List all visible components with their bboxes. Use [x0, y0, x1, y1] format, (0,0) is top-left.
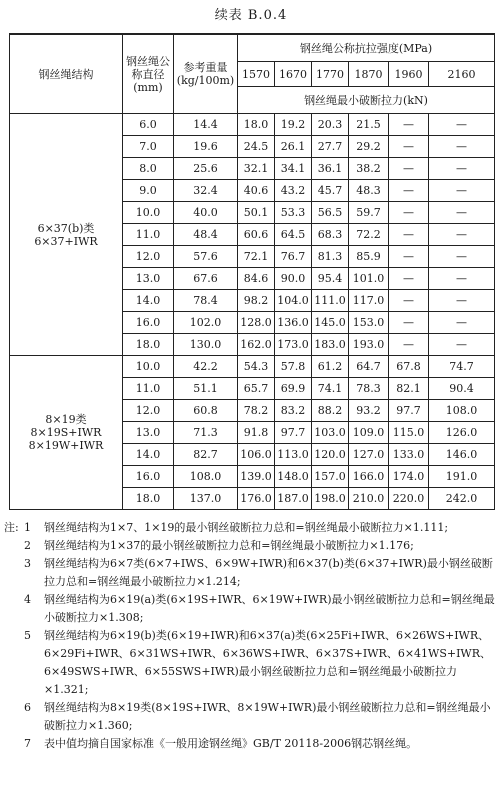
force-cell: 85.9	[349, 246, 389, 268]
force-cell: 26.1	[275, 136, 312, 158]
diameter-cell: 18.0	[123, 488, 174, 510]
diameter-cell: 10.0	[123, 356, 174, 378]
force-cell: —	[389, 246, 429, 268]
header-grade: 1770	[312, 62, 349, 87]
force-cell: 74.1	[312, 378, 349, 400]
force-cell: 183.0	[312, 334, 349, 356]
note-text: 钢丝绳结构为8×19类(8×19S+IWR、8×19W+IWR)最小钢丝破断拉力总和=钢丝绳最小破断拉力×1.360;	[44, 701, 491, 732]
force-cell: —	[429, 312, 495, 334]
diameter-cell: 14.0	[123, 444, 174, 466]
force-cell: 173.0	[275, 334, 312, 356]
note-item	[4, 555, 498, 591]
force-cell: 157.0	[312, 466, 349, 488]
weight-cell: 78.4	[174, 290, 238, 312]
force-cell: —	[389, 224, 429, 246]
force-cell: 104.0	[275, 290, 312, 312]
force-cell: 91.8	[238, 422, 275, 444]
force-cell: —	[429, 290, 495, 312]
diameter-cell: 7.0	[123, 136, 174, 158]
diameter-cell: 8.0	[123, 158, 174, 180]
force-cell: 133.0	[389, 444, 429, 466]
force-cell: 153.0	[349, 312, 389, 334]
force-cell: 145.0	[312, 312, 349, 334]
force-cell: 90.0	[275, 268, 312, 290]
force-cell: 19.2	[275, 114, 312, 136]
force-cell: 78.3	[349, 378, 389, 400]
force-cell: —	[429, 158, 495, 180]
force-cell: 83.2	[275, 400, 312, 422]
force-cell: 43.2	[275, 180, 312, 202]
note-label	[4, 537, 24, 555]
force-cell: 162.0	[238, 334, 275, 356]
force-cell: 187.0	[275, 488, 312, 510]
header-weight: 参考重量(kg/100m)	[174, 34, 238, 114]
diameter-cell: 11.0	[123, 378, 174, 400]
diameter-cell: 14.0	[123, 290, 174, 312]
diameter-cell: 13.0	[123, 422, 174, 444]
weight-cell: 14.4	[174, 114, 238, 136]
weight-cell: 19.6	[174, 136, 238, 158]
force-cell: 113.0	[275, 444, 312, 466]
force-cell: 40.6	[238, 180, 275, 202]
structure-line: 6×37+IWR	[34, 234, 98, 248]
header-force: 钢丝绳最小破断拉力(kN)	[238, 87, 495, 114]
force-cell: 95.4	[312, 268, 349, 290]
force-cell: 24.5	[238, 136, 275, 158]
note-item	[4, 735, 498, 753]
force-cell: 64.5	[275, 224, 312, 246]
note-label	[4, 591, 24, 627]
force-cell: —	[389, 290, 429, 312]
force-cell: 48.3	[349, 180, 389, 202]
force-cell: 76.7	[275, 246, 312, 268]
header-structure: 钢丝绳结构	[10, 34, 123, 114]
force-cell: 69.9	[275, 378, 312, 400]
weight-cell: 130.0	[174, 334, 238, 356]
weight-cell: 102.0	[174, 312, 238, 334]
note-text: 表中值均摘自国家标准《一般用途钢丝绳》GB/T 20118-2006钢芯钢丝绳。	[44, 737, 418, 750]
force-cell: 101.0	[349, 268, 389, 290]
force-cell: 126.0	[429, 422, 495, 444]
weight-cell: 82.7	[174, 444, 238, 466]
note-item	[4, 591, 498, 627]
force-cell: —	[429, 268, 495, 290]
diameter-cell: 6.0	[123, 114, 174, 136]
note-text: 钢丝绳结构为6×19(a)类(6×19S+IWR、6×19W+IWR)最小钢丝破断拉力总和=钢丝绳最小破断拉力×1.308;	[44, 593, 495, 624]
force-cell: 191.0	[429, 466, 495, 488]
force-cell: 78.2	[238, 400, 275, 422]
force-cell: 27.7	[312, 136, 349, 158]
structure-line: 8×19S+IWR	[30, 426, 102, 439]
force-cell: 38.2	[349, 158, 389, 180]
diameter-cell: 9.0	[123, 180, 174, 202]
table-title: 续表 B.0.4	[214, 8, 288, 23]
force-cell: 127.0	[349, 444, 389, 466]
header-strength: 钢丝绳公称抗拉强度(MPa)	[238, 34, 495, 62]
force-cell: —	[429, 246, 495, 268]
note-item	[4, 699, 498, 735]
force-cell: 103.0	[312, 422, 349, 444]
force-cell: —	[429, 180, 495, 202]
force-cell: 93.2	[349, 400, 389, 422]
force-cell: 115.0	[389, 422, 429, 444]
force-cell: 59.7	[349, 202, 389, 224]
note-item	[4, 627, 498, 699]
force-cell: 98.2	[238, 290, 275, 312]
force-cell: —	[429, 136, 495, 158]
weight-cell: 40.0	[174, 202, 238, 224]
force-cell: —	[389, 136, 429, 158]
note-text: 钢丝绳结构为1×37的最小钢丝破断拉力总和=钢丝绳最小破断拉力×1.176;	[44, 539, 414, 552]
force-cell: 72.2	[349, 224, 389, 246]
force-cell: 148.0	[275, 466, 312, 488]
force-cell: 120.0	[312, 444, 349, 466]
weight-cell: 42.2	[174, 356, 238, 378]
diameter-cell: 16.0	[123, 466, 174, 488]
header-grade: 1870	[349, 62, 389, 87]
force-cell: 56.5	[312, 202, 349, 224]
structure-line: 8×19类	[45, 413, 87, 426]
note-label	[4, 735, 24, 753]
weight-cell: 32.4	[174, 180, 238, 202]
force-cell: —	[389, 158, 429, 180]
force-cell: 109.0	[349, 422, 389, 444]
force-cell: 136.0	[275, 312, 312, 334]
note-label	[4, 699, 24, 735]
wire-rope-table	[9, 33, 495, 510]
force-cell: 74.7	[429, 356, 495, 378]
diameter-cell: 11.0	[123, 224, 174, 246]
force-cell: —	[429, 334, 495, 356]
force-cell: 18.0	[238, 114, 275, 136]
force-cell: —	[389, 114, 429, 136]
weight-cell: 60.8	[174, 400, 238, 422]
force-cell: —	[389, 180, 429, 202]
force-cell: 198.0	[312, 488, 349, 510]
force-cell: —	[389, 312, 429, 334]
notes	[4, 519, 498, 753]
force-cell: 61.2	[312, 356, 349, 378]
force-cell: 242.0	[429, 488, 495, 510]
weight-cell: 25.6	[174, 158, 238, 180]
force-cell: 174.0	[389, 466, 429, 488]
force-cell: 21.5	[349, 114, 389, 136]
force-cell: 106.0	[238, 444, 275, 466]
header-grade: 1670	[275, 62, 312, 87]
force-cell: 57.8	[275, 356, 312, 378]
weight-cell: 137.0	[174, 488, 238, 510]
force-cell: —	[389, 202, 429, 224]
force-cell: 45.7	[312, 180, 349, 202]
note-label	[4, 627, 24, 699]
force-cell: 166.0	[349, 466, 389, 488]
force-cell: 68.3	[312, 224, 349, 246]
force-cell: 82.1	[389, 378, 429, 400]
force-cell: —	[429, 202, 495, 224]
table-row	[10, 114, 495, 136]
force-cell: 139.0	[238, 466, 275, 488]
force-cell: 81.3	[312, 246, 349, 268]
structure-line: 6×37(b)类	[37, 221, 95, 235]
force-cell: 34.1	[275, 158, 312, 180]
note-text: 钢丝绳结构为1×7、1×19的最小钢丝破断拉力总和=钢丝绳最小破断拉力×1.111;	[44, 521, 449, 534]
structure-cell	[10, 356, 123, 510]
note-number: 7	[24, 737, 31, 750]
header-grade: 1960	[389, 62, 429, 87]
force-cell: 128.0	[238, 312, 275, 334]
note-text: 钢丝绳结构为6×7类(6×7+IWS、6×9W+IWR)和6×37(b)类(6×37+IWR)最小钢丝破断拉力总和=钢丝绳最小破断拉力×1.214;	[44, 557, 493, 588]
force-cell: 50.1	[238, 202, 275, 224]
force-cell: 72.1	[238, 246, 275, 268]
note-item	[4, 519, 498, 537]
note-item	[4, 537, 498, 555]
note-number: 3	[24, 557, 31, 570]
weight-cell: 48.4	[174, 224, 238, 246]
force-cell: 108.0	[429, 400, 495, 422]
force-cell: —	[429, 114, 495, 136]
force-cell: 53.3	[275, 202, 312, 224]
force-cell: —	[389, 334, 429, 356]
weight-cell: 57.6	[174, 246, 238, 268]
diameter-cell: 13.0	[123, 268, 174, 290]
force-cell: 32.1	[238, 158, 275, 180]
force-cell: 67.8	[389, 356, 429, 378]
force-cell: 220.0	[389, 488, 429, 510]
force-cell: 146.0	[429, 444, 495, 466]
table-row	[10, 356, 495, 378]
force-cell: 97.7	[275, 422, 312, 444]
weight-cell: 71.3	[174, 422, 238, 444]
force-cell: 60.6	[238, 224, 275, 246]
diameter-cell: 18.0	[123, 334, 174, 356]
structure-cell	[10, 114, 123, 356]
weight-cell: 51.1	[174, 378, 238, 400]
force-cell: 36.1	[312, 158, 349, 180]
force-cell: 29.2	[349, 136, 389, 158]
diameter-cell: 12.0	[123, 400, 174, 422]
force-cell: 54.3	[238, 356, 275, 378]
note-number: 2	[24, 539, 31, 552]
force-cell: 193.0	[349, 334, 389, 356]
force-cell: —	[429, 224, 495, 246]
header-diameter: 钢丝绳公称直径(mm)	[123, 34, 174, 114]
force-cell: 97.7	[389, 400, 429, 422]
force-cell: 64.7	[349, 356, 389, 378]
force-cell: 176.0	[238, 488, 275, 510]
force-cell: 20.3	[312, 114, 349, 136]
structure-line: 8×19W+IWR	[28, 439, 104, 452]
force-cell: 111.0	[312, 290, 349, 312]
note-number: 5	[24, 629, 31, 642]
weight-cell: 108.0	[174, 466, 238, 488]
diameter-cell: 10.0	[123, 202, 174, 224]
diameter-cell: 16.0	[123, 312, 174, 334]
note-number: 1	[24, 521, 31, 534]
note-number: 4	[24, 593, 31, 606]
note-label: 注:	[4, 521, 19, 534]
diameter-cell: 12.0	[123, 246, 174, 268]
force-cell: 90.4	[429, 378, 495, 400]
force-cell: 84.6	[238, 268, 275, 290]
note-text: 钢丝绳结构为6×19(b)类(6×19+IWR)和6×37(a)类(6×25Fi+IWR、6×26WS+IWR、6×29Fi+IWR、6×31WS+IWR、6×36WS+IWR、6×37S+IWR、6×41WS+IWR、6×49SWS+IWR、6×55SWS+IWR)最小钢丝破断拉力总和=钢丝绳最小破断拉力×1.321;	[44, 629, 492, 696]
force-cell: 117.0	[349, 290, 389, 312]
note-label	[4, 555, 24, 591]
weight-cell: 67.6	[174, 268, 238, 290]
force-cell: —	[389, 268, 429, 290]
header-grade: 2160	[429, 62, 495, 87]
force-cell: 65.7	[238, 378, 275, 400]
note-number: 6	[24, 701, 31, 714]
force-cell: 210.0	[349, 488, 389, 510]
force-cell: 88.2	[312, 400, 349, 422]
table-body	[10, 114, 495, 510]
header-grade: 1570	[238, 62, 275, 87]
